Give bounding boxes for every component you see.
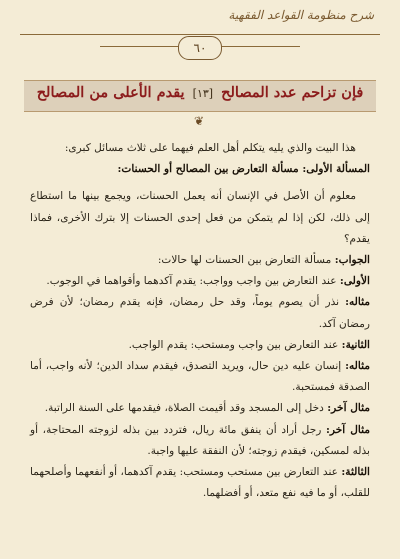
running-title: شرح منظومة القواعد الفقهية	[228, 8, 374, 22]
paragraph	[30, 462, 370, 504]
paragraph-heading: الثالثة:	[341, 466, 370, 479]
paragraph	[30, 335, 370, 356]
paragraph-text: عند التعارض بين واجب ومستحب: يقدم الواجب.	[128, 338, 342, 351]
paragraph	[30, 356, 370, 398]
badge-wing-right	[222, 46, 300, 47]
verse-second-half: يقدم الأعلى من المصالح	[36, 84, 185, 101]
paragraph	[30, 292, 370, 334]
verse-line	[24, 84, 376, 101]
paragraph-text: مسألة التعارض بين المصالح أو الحسنات:	[117, 163, 303, 176]
verse-number: [١٣]	[192, 87, 214, 100]
paragraph	[30, 138, 370, 159]
paragraph	[30, 250, 370, 271]
verse-first-half: فإن تزاحم عدد المصالح	[221, 84, 364, 101]
paragraph-heading: مثاله:	[345, 360, 370, 373]
badge-wing-left	[100, 46, 178, 47]
paragraph	[30, 398, 370, 419]
paragraph-text: مسألة التعارض بين الحسنات لها حالات:	[157, 254, 335, 267]
paragraph-text: عند التعارض بين مستحب ومستحب: يقدم آكدهما، أو أنفعهما وأصلحهما للقلب، أو ما فيه نفع متعد، أو أفضلهما.	[30, 466, 370, 500]
paragraph-heading: مثال آخر:	[327, 402, 370, 415]
paragraph-text: رجل أراد أن ينفق مائة ريال، فتردد بين بذله لزوجته المحتاجة، أو بذله لمسكين، فيقدم زوجته؛ لأن النفقة عليها واجبة.	[30, 423, 370, 457]
paragraph-text: نذر أن يصوم يوماً، وقد حل رمضان، فإنه يقدم رمضان؛ لأن فرض رمضان آكد.	[30, 296, 370, 330]
paragraph-text: إنسان عليه دين حال، ويريد التصدق، فيقدم سداد الدين؛ لأنه واجب، أما الصدقة فمستحبة.	[30, 360, 370, 394]
ornament-divider: ❦	[193, 114, 207, 128]
paragraph-heading: الثانية:	[341, 338, 370, 351]
header-rule	[20, 34, 380, 35]
paragraph-heading: الجواب:	[334, 254, 370, 267]
paragraph-text: عند التعارض بين واجب وواجب: يقدم آكدهما وأقواهما في الوجوب.	[46, 275, 340, 288]
paragraph-heading: مثال آخر:	[326, 423, 370, 436]
page-number: ٦٠	[178, 36, 222, 60]
paragraph-text: هذا البيت والذي يليه يتكلم أهل العلم فيهما على ثلاث مسائل كبرى:	[64, 142, 356, 154]
paragraph	[30, 420, 370, 462]
paragraph	[30, 271, 370, 292]
paragraph-heading: المسألة الأولى:	[302, 163, 370, 176]
body-text	[30, 138, 370, 504]
paragraph-heading: الأولى:	[339, 275, 370, 288]
paragraph-heading: مثاله:	[345, 296, 370, 309]
paragraph-text: معلوم أن الأصل في الإنسان أنه يعمل الحسنات، ويجمع بينها ما استطاع إلى ذلك، لكن إذا لم يتمكن من فعل إحدى الحسنات إلا بترك الأخرى، فماذا يقدم؟	[30, 190, 370, 245]
paragraph	[30, 159, 370, 180]
paragraph-text: دخل إلى المسجد وقد أقيمت الصلاة، فيقدمها على السنة الراتبة.	[44, 402, 328, 415]
paragraph	[30, 186, 370, 250]
